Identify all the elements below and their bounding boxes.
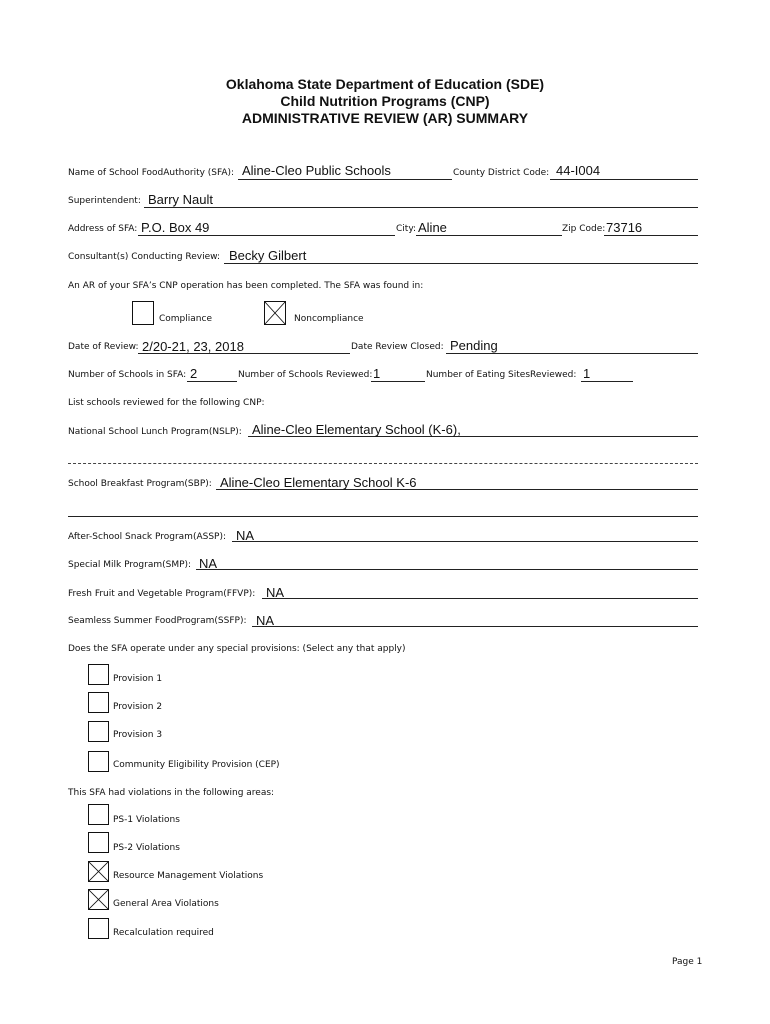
assp-value[interactable]: NA [236,528,255,543]
zip-label: Zip Code: [562,224,606,234]
checkmark-x-icon [265,302,285,324]
superintendent-value[interactable]: Barry Nault [148,192,214,207]
county-district-label: County District Code: [453,168,550,178]
ps2-checkbox[interactable] [88,832,109,853]
violations-heading: This SFA had violations in the following areas: [68,788,275,798]
num-eating-label: Number of Eating SitesReviewed: [426,370,577,380]
zip-line [604,235,698,236]
sfa-name-label: Name of School FoodAuthority (SFA): [68,168,235,178]
num-reviewed-value[interactable]: 1 [373,366,381,381]
ffvp-value[interactable]: NA [266,585,285,600]
num-schools-line [187,381,237,382]
ps1-label: PS-1 Violations [113,815,180,825]
superintendent-line [144,207,698,208]
date-review-value[interactable]: 2/20-21, 23, 2018 [142,339,244,354]
provision-1-checkbox[interactable] [88,664,109,685]
cep-label: Community Eligibility Provision (CEP) [113,760,280,770]
header-line-3: ADMINISTRATIVE REVIEW (AR) SUMMARY [241,110,529,126]
provision-3-checkbox[interactable] [88,721,109,742]
general-area-checkbox[interactable] [88,889,109,910]
city-value[interactable]: Aline [418,220,447,235]
date-closed-value[interactable]: Pending [450,338,498,353]
consultants-value[interactable]: Becky Gilbert [229,248,307,263]
num-reviewed-line [371,381,425,382]
recalculation-label: Recalculation required [113,928,214,938]
num-eating-value[interactable]: 1 [583,366,591,381]
ffvp-line [262,598,698,599]
address-line [138,235,395,236]
compliance-label: Compliance [159,314,212,324]
ps2-label: PS-2 Violations [113,843,180,853]
nslp-continuation-line [68,463,698,464]
recalculation-checkbox[interactable] [88,918,109,939]
provision-3-label: Provision 3 [113,730,163,740]
ssfp-line [252,626,698,627]
date-closed-line [446,353,698,354]
sbp-value[interactable]: Aline-Cleo Elementary School K-6 [220,475,417,490]
page-number: Page 1 [672,957,703,967]
city-label: City: [396,224,417,234]
smp-label: Special Milk Program(SMP): [68,560,192,570]
header-line-1: Oklahoma State Department of Education (SDE) [225,76,545,92]
consultants-line [224,263,698,264]
num-eating-line [581,381,633,382]
sfa-name-line [238,179,452,180]
general-area-label: General Area Violations [113,899,219,909]
provision-2-label: Provision 2 [113,702,163,712]
date-closed-label: Date Review Closed: [351,342,444,352]
provision-1-label: Provision 1 [113,674,163,684]
ps1-checkbox[interactable] [88,804,109,825]
header-line-2: Child Nutrition Programs (CNP) [280,93,490,109]
num-reviewed-label: Number of Schools Reviewed: [238,370,373,380]
cep-checkbox[interactable] [88,751,109,772]
address-label: Address of SFA: [68,224,138,234]
county-district-line [550,179,698,180]
num-schools-value[interactable]: 2 [190,366,198,381]
zip-value[interactable]: 73716 [606,220,643,235]
sbp-continuation-line [68,516,698,517]
resource-management-checkbox[interactable] [88,861,109,882]
smp-value[interactable]: NA [199,556,218,571]
compliance-checkbox[interactable] [132,301,154,325]
sfa-name-value[interactable]: Aline-Cleo Public Schools [242,163,391,178]
smp-line [196,569,698,570]
nslp-value[interactable]: Aline-Cleo Elementary School (K-6), [252,422,461,437]
checkmark-x-icon [89,890,108,909]
checkmark-x-icon [89,862,108,881]
noncompliance-label: Noncompliance [294,314,364,324]
num-schools-label: Number of Schools in SFA: [68,370,187,380]
assp-label: After-School Snack Program(ASSP): [68,532,227,542]
provisions-question: Does the SFA operate under any special provisions: (Select any that apply) [68,644,406,654]
ffvp-label: Fresh Fruit and Vegetable Program(FFVP): [68,589,256,599]
superintendent-label: Superintendent: [68,196,141,206]
form-header [0,76,770,127]
ar-statement: An AR of your SFA’s CNP operation has been completed. The SFA was found in: [68,281,424,291]
county-district-value[interactable]: 44-I004 [556,163,601,178]
date-review-label: Date of Review: [68,342,139,352]
ssfp-value[interactable]: NA [256,613,275,628]
sbp-label: School Breakfast Program(SBP): [68,479,212,489]
assp-line [232,541,698,542]
consultants-label: Consultant(s) Conducting Review: [68,252,221,262]
list-heading: List schools reviewed for the following CNP: [68,398,265,408]
ssfp-label: Seamless Summer FoodProgram(SSFP): [68,616,247,626]
city-line [416,235,562,236]
noncompliance-checkbox[interactable] [264,301,286,325]
nslp-label: National School Lunch Program(NSLP): [68,427,242,437]
address-value[interactable]: P.O. Box 49 [141,220,210,235]
resource-management-label: Resource Management Violations [113,871,264,881]
provision-2-checkbox[interactable] [88,692,109,713]
